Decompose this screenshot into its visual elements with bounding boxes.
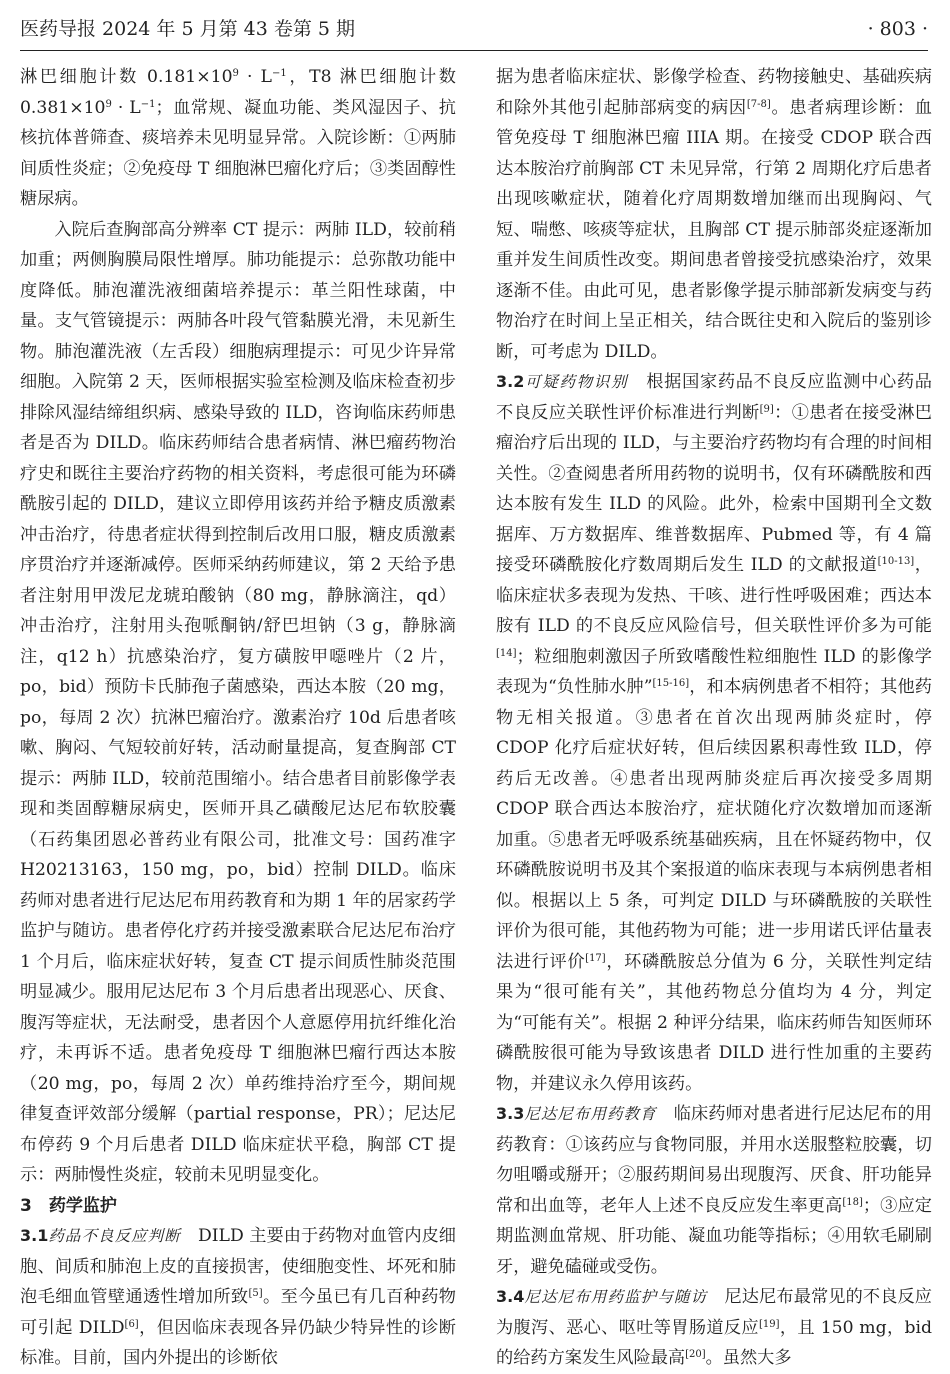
subsection-title: 药品不良反应判断 xyxy=(48,1227,181,1245)
subsection-3-4: 3.4尼达尼布用药监护与随访 尼达尼布最常见的不良反应为腹泻、恶心、呕吐等胃肠道反应[19]，且 150 mg，bid 的给药方案发生风险最高[20]。虽然大多 xyxy=(496,1287,932,1368)
section-heading-pharmaceutical-care: 3 药学监护 xyxy=(20,1195,117,1216)
citation: [15-16] xyxy=(652,678,690,689)
right-column xyxy=(496,62,932,1374)
citation: [6] xyxy=(124,1318,139,1330)
citation: [18] xyxy=(842,1196,863,1208)
journal-issue: 医药导报 2024 年 5 月第 43 卷第 5 期 xyxy=(20,18,356,40)
citation: [20] xyxy=(685,1349,706,1360)
left-column xyxy=(20,62,456,1374)
subsection-number: 3.2 xyxy=(496,372,525,391)
subsection-number: 3.1 xyxy=(20,1226,49,1245)
paragraph-treatment-course: 入院后查胸部高分辨率 CT 提示：两肺 ILD，较前稍加重；两侧胸膜局限性增厚。肺功能提示：总弥散功能中度降低。肺泡灌洗液细菌培养提示：革兰阳性球菌，中量。支气管镜提示：两肺各叶段气管黏膜光滑，未见新生物。肺泡灌洗液（左舌段）细胞病理提示：可见少许异常细胞。入院第 2 天，医师根据实验室检测及临床检查初步排除风湿结缔组织病、感染导致的 ILD，咨询临床药师患者是否为 DILD。临床药师结合患者病情、淋巴瘤药物治疗史和既往主要治疗药物的相关资料，考虑很可能为环磷酰胺引起的 DILD，建议立即停用该药并给予糖皮质激素冲击治疗，待患者症状得到控制后改用口服，糖皮质激素序贯治疗并逐渐减停。医师采纳药师建议，第 2 天给予患者注射用甲泼尼龙琥珀酸钠（80 mg，静脉滴注，qd）冲击治疗，注射用头孢哌酮钠/舒巴坦钠（3 g，静脉滴注，q12 h）抗感染治疗，复方磺胺甲噁唑片（2 片，po，bid）预防卡氏肺孢子菌感染，西达本胺（20 mg，po，每周 2 次）抗淋巴瘤治疗。激素治疗 10d 后患者咳嗽、胸闷、气短较前好转，活动耐量提高，复查胸部 CT 提示：两肺 ILD，较前范围缩小。结合患者目前影像学表现和类固醇糖尿病史，医师开具乙磺酸尼达尼布软胶囊（石药集团恩必普药业有限公司，批准文号：国药准字 H20213163，150 mg，po，bid）控制 DILD。临床药师对患者进行尼达尼布用药教育和为期 1 年的居家药学监护与随访。患者停化疗药并接受激素联合尼达尼布治疗 1 个月后，临床症状好转，复查 CT 提示间质性肺炎范围明显减少。服用尼达尼布 3 个月后患者出现恶心、厌食、腹泻等症状，无法耐受，患者因个人意愿停用抗纤维化治疗，未再诉不适。患者免疫母 T 细胞淋巴瘤行西达本胺（20 mg，po，每周 2 次）单药维持治疗至今，期间规律复查评效部分缓解（partial response，PR）；尼达尼布停药 9 个月后患者 DILD 临床症状平稳，胸部 CT 提示：两肺慢性炎症，较前未见明显变化。 xyxy=(20,219,456,1185)
citation: [10-13] xyxy=(877,556,915,567)
subsection-title: 尼达尼布用药教育 xyxy=(524,1105,657,1123)
citation: [5] xyxy=(248,1288,263,1299)
paragraph-lab-results: 淋巴细胞计数 $0.181\times 10^9 \cdot L^{-1}$，T8 淋巴细胞计数 $0.381\times 10^9 \cdot L^{-1}$；血常规、凝血功能、类风湿因子、抗核抗体普筛查、痰培养未见明显异常。入院诊断：①两肺间质性炎症；②免疫母 T 细胞淋巴瘤化疗后；③类固醇性糖尿病。 xyxy=(20,67,456,209)
header-rule xyxy=(20,50,928,51)
citation: [14] xyxy=(496,647,517,659)
citation: [7-8] xyxy=(746,98,771,110)
subsection-title: 可疑药物识别 xyxy=(524,373,629,391)
running-header xyxy=(20,14,928,44)
citation: [19] xyxy=(758,1318,780,1330)
citation: [17] xyxy=(585,952,606,964)
subsection-number: 3.3 xyxy=(496,1104,525,1123)
subsection-3-3: 3.3尼达尼布用药教育 临床药师对患者进行尼达尼布的用药教育：①该药应与食物同服，并用水送服整粒胶囊，切勿咀嚼或掰开；②服药期间易出现腹泻、厌食、肝功能异常和出血等，老年人上述不良反应发生率更高[18]；③应定期监测血常规、肝功能、凝血功能等指标；④用软毛刷刷牙，避免磕碰或受伤。 xyxy=(496,1104,932,1277)
citation: [9] xyxy=(759,403,774,415)
subsection-number: 3.4 xyxy=(496,1287,525,1306)
page-number: · 803 · xyxy=(867,18,928,40)
paragraph-diagnosis-basis: 据为患者临床症状、影像学检查、药物接触史、基础疾病和除外其他引起肺部病变的病因[7-8]。患者病理诊断：血管免疫母 T 细胞淋巴瘤 IIIA 期。在接受 CDOP 联合西达本胺治疗前胸部 CT 未见异常，行第 2 周期化疗后患者出现咳嗽症状，随着化疗周期数增加继而出现胸闷、气短、喘憋、咳痰等症状，且胸部 CT 提示肺部炎症逐渐加重并发生间质性改变。期间患者曾接受抗感染治疗，效果逐渐不佳。由此可见，患者影像学提示肺部新发病变与药物治疗在时间上呈正相关，结合既往史和入院后的鉴别诊断，可考虑为 DILD。 xyxy=(496,67,932,362)
subsection-3-1: 3.1药品不良反应判断 DILD 主要由于药物对血管内皮细胞、间质和肺泡上皮的直接损害，使细胞变性、坏死和肺泡毛细血管壁通透性增加所致[5]。至今虽已有几百种药物可引起 DILD[6]，但因临床表现各异仍缺少特异性的诊断标准。目前，国内外提出的诊断依 xyxy=(20,1226,456,1368)
subsection-title: 尼达尼布用药监护与随访 xyxy=(524,1288,708,1306)
subsection-3-2: 3.2可疑药物识别 根据国家药品不良反应监测中心药品不良反应关联性评价标准进行判断[9]：①患者在接受淋巴瘤治疗后出现的 ILD，与主要治疗药物均有合理的时间相关性。②查阅患者所用药物的说明书，仅有环磷酰胺和西达本胺有发生 ILD 的风险。此外，检索中国期刊全文数据库、万方数据库、维普数据库、Pubmed 等，有 4 篇接受环磷酰胺化疗数周期后发生 ILD 的文献报道[10-13]，临床症状多表现为发热、干咳、进行性呼吸困难；西达本胺有 ILD 的不良反应风险信号，但关联性评价多为可能[14]；粒细胞刺激因子所致嗜酸性粒细胞性 ILD 的影像学表现为“负性肺水肿”[15-16]，和本病例患者不相符；其他药物无相关报道。③患者在首次出现两肺炎症时，停 CDOP 化疗后症状好转，但后续因累积毒性致 ILD，停药后无改善。④患者出现两肺炎症后再次接受多周期 CDOP 联合西达本胺治疗，症状随化疗次数增加而逐渐加重。⑤患者无呼吸系统基础疾病，且在怀疑药物中，仅环磷酰胺说明书及其个案报道的临床表现与本病例患者相似。根据以上 5 条，可判定 DILD 与环磷酰胺的关联性评价为很可能，其他药物为可能；进一步用诺氏评估量表法进行评价[17]，环磷酰胺总分值为 6 分，关联性判定结果为“很可能有关”，其他药物总分值均为 4 分，判定为“可能有关”。根据 2 种评分结果，临床药师告知医师环磷酰胺很可能为导致该患者 DILD 进行性加重的主要药物，并建议永久停用该药。 xyxy=(496,372,932,1094)
